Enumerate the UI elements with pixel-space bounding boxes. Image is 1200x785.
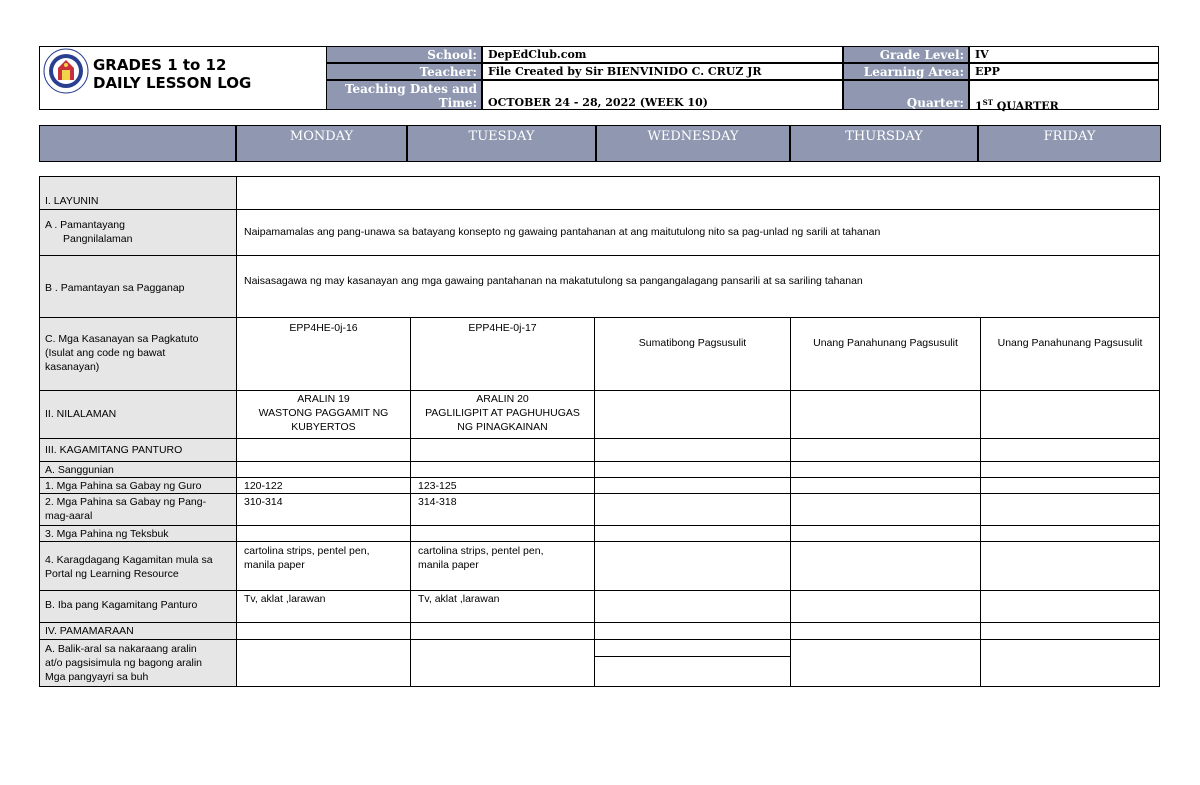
day-header-monday: MONDAY bbox=[236, 125, 407, 162]
karagdagang-friday bbox=[980, 541, 1160, 591]
sanggunian-wednesday bbox=[594, 461, 791, 478]
balik-line3: Mga pangyayri sa buh bbox=[45, 671, 149, 683]
aralin-tue-line3: NG PINAGKAINAN bbox=[457, 421, 548, 433]
iba-pang-wednesday bbox=[594, 590, 791, 623]
teksbuk-thursday bbox=[790, 525, 981, 542]
row-gabay-guro-label: 1. Mga Pahina sa Gabay ng Guro bbox=[39, 477, 237, 494]
gabay-guro-tuesday: 123-125 bbox=[410, 477, 595, 494]
deped-seal-icon bbox=[43, 48, 89, 94]
school-label: School: bbox=[326, 46, 482, 63]
gabay-mag-friday bbox=[980, 493, 1160, 526]
row-iba-pang-label: B. Iba pang Kagamitang Panturo bbox=[39, 590, 237, 623]
gabay-mag-tuesday: 314-318 bbox=[410, 493, 595, 526]
balik-line1: A. Balik-aral sa nakaraang aralin bbox=[45, 643, 197, 655]
quarter-num: 1 bbox=[975, 99, 983, 113]
row-pamantayang-label bbox=[39, 209, 237, 256]
row-pamantayang-content: Naipamamalas ang pang-unawa sa batayang konsepto ng gawaing pantahanan at ang maitutulong nito sa pag-unlad ng sarili at tahanan bbox=[236, 209, 1160, 256]
kagamitang-tuesday bbox=[410, 438, 595, 462]
sanggunian-monday bbox=[236, 461, 411, 478]
row-layunin-content bbox=[236, 176, 1160, 210]
row-balik-aral-label bbox=[39, 639, 237, 687]
pamamaraan-friday bbox=[980, 622, 1160, 640]
day-header-friday: FRIDAY bbox=[978, 125, 1161, 162]
kagamitang-thursday bbox=[790, 438, 981, 462]
gabay-mag-monday: 310-314 bbox=[236, 493, 411, 526]
quarter-value bbox=[969, 80, 1159, 113]
kagamitang-monday bbox=[236, 438, 411, 462]
sanggunian-tuesday bbox=[410, 461, 595, 478]
dates-label-line1: Teaching Dates and bbox=[344, 82, 477, 96]
aralin-mon-line1: ARALIN 19 bbox=[297, 393, 350, 405]
quarter-label: Quarter: bbox=[843, 80, 969, 110]
row-pagganap-content: Naisasagawa ng may kasanayan ang mga gawaing pantahanan na makatutulong sa pangangalagang pansarili at sa sariling tahanan bbox=[236, 255, 1160, 318]
kasanayan-monday: EPP4HE-0j-16 bbox=[236, 317, 411, 391]
aralin-mon-line2: WASTONG PAGGAMIT NG bbox=[258, 407, 389, 419]
iba-pang-monday: Tv, aklat ,larawan bbox=[236, 590, 411, 623]
pamamaraan-tuesday bbox=[410, 622, 595, 640]
pamamaraan-monday bbox=[236, 622, 411, 640]
teksbuk-friday bbox=[980, 525, 1160, 542]
teacher-value: File Created by Sir BIENVINIDO C. CRUZ JR bbox=[482, 63, 843, 80]
day-header-tuesday: TUESDAY bbox=[407, 125, 596, 162]
title-line-2: DAILY LESSON LOG bbox=[93, 74, 252, 92]
dates-value: OCTOBER 24 - 28, 2022 (WEEK 10) bbox=[482, 80, 843, 110]
kasanayan-line1: C. Mga Kasanayan sa Pagkatuto bbox=[45, 333, 199, 345]
pamantayang-line2: Pangnilalaman bbox=[63, 233, 133, 245]
pamamaraan-wednesday bbox=[594, 622, 791, 640]
area-value: EPP bbox=[969, 63, 1159, 80]
title-line-1: GRADES 1 to 12 bbox=[93, 56, 227, 74]
row-kagamitang-label: III. KAGAMITANG PANTURO bbox=[39, 438, 237, 462]
grade-label: Grade Level: bbox=[843, 46, 969, 63]
karagdagang-tue-line2: manila paper bbox=[418, 559, 479, 571]
aralin-tue-line2: PAGLILIGPIT AT PAGHUHUGAS bbox=[425, 407, 580, 419]
balik-aral-tuesday bbox=[410, 639, 595, 687]
gabay-mag-line1: 2. Mga Pahina sa Gabay ng Pang- bbox=[45, 496, 207, 508]
pamamaraan-thursday bbox=[790, 622, 981, 640]
karagdagang-monday bbox=[236, 541, 411, 591]
karagdagang-line2: Portal ng Learning Resource bbox=[45, 568, 179, 580]
grade-value: IV bbox=[969, 46, 1159, 63]
iba-pang-tuesday: Tv, aklat ,larawan bbox=[410, 590, 595, 623]
teacher-label: Teacher: bbox=[326, 63, 482, 80]
day-header-thursday: THURSDAY bbox=[790, 125, 978, 162]
teksbuk-wednesday bbox=[594, 525, 791, 542]
row-kasanayan-label bbox=[39, 317, 237, 391]
nilalaman-tuesday bbox=[410, 390, 595, 439]
kasanayan-thursday: Unang Panahunang Pagsusulit bbox=[790, 317, 981, 391]
day-header-blank bbox=[39, 125, 236, 162]
day-header-wednesday: WEDNESDAY bbox=[596, 125, 790, 162]
sanggunian-thursday bbox=[790, 461, 981, 478]
balik-line2: at/o pagsisimula ng bagong aralin bbox=[45, 657, 203, 669]
dates-label-line2: Time: bbox=[438, 96, 477, 110]
iba-pang-friday bbox=[980, 590, 1160, 623]
balik-aral-wednesday-b bbox=[594, 656, 791, 687]
gabay-guro-thursday bbox=[790, 477, 981, 494]
kasanayan-wednesday: Sumatibong Pagsusulit bbox=[594, 317, 791, 391]
row-karagdagang-label bbox=[39, 541, 237, 591]
row-teksbuk-label: 3. Mga Pahina ng Teksbuk bbox=[39, 525, 237, 542]
kasanayan-tuesday: EPP4HE-0j-17 bbox=[410, 317, 595, 391]
karagdagang-thursday bbox=[790, 541, 981, 591]
balik-aral-thursday bbox=[790, 639, 981, 687]
nilalaman-monday bbox=[236, 390, 411, 439]
gabay-mag-line2: mag-aaral bbox=[45, 510, 93, 522]
kasanayan-line2: (Isulat ang code ng bawat bbox=[45, 347, 166, 359]
kasanayan-line3: kasanayan) bbox=[45, 361, 100, 373]
kagamitang-friday bbox=[980, 438, 1160, 462]
balik-aral-friday bbox=[980, 639, 1160, 687]
karagdagang-line1: 4. Karagdagang Kagamitan mula sa bbox=[45, 554, 213, 566]
kagamitang-wednesday bbox=[594, 438, 791, 462]
teksbuk-monday bbox=[236, 525, 411, 542]
row-nilalaman-label: II. NILALAMAN bbox=[39, 390, 237, 439]
aralin-mon-line3: KUBYERTOS bbox=[291, 421, 356, 433]
area-label: Learning Area: bbox=[843, 63, 969, 80]
pamantayang-line1: A . Pamantayang bbox=[45, 219, 125, 231]
row-layunin-label: I. LAYUNIN bbox=[39, 176, 237, 210]
row-pagganap-label: B . Pamantayan sa Pagganap bbox=[39, 255, 237, 318]
kasanayan-friday: Unang Panahunang Pagsusulit bbox=[980, 317, 1160, 391]
iba-pang-thursday bbox=[790, 590, 981, 623]
gabay-guro-wednesday bbox=[594, 477, 791, 494]
gabay-mag-wednesday bbox=[594, 493, 791, 526]
page-title bbox=[93, 56, 251, 92]
nilalaman-friday bbox=[980, 390, 1160, 439]
sanggunian-friday bbox=[980, 461, 1160, 478]
quarter-sup: ST bbox=[982, 98, 993, 107]
karagdagang-mon-line2: manila paper bbox=[244, 559, 305, 571]
gabay-guro-monday: 120-122 bbox=[236, 477, 411, 494]
karagdagang-wednesday bbox=[594, 541, 791, 591]
row-sanggunian-label: A. Sanggunian bbox=[39, 461, 237, 478]
karagdagang-tue-line1: cartolina strips, pentel pen, bbox=[418, 545, 544, 557]
school-value: DepEdClub.com bbox=[482, 46, 843, 63]
gabay-guro-friday bbox=[980, 477, 1160, 494]
dates-label bbox=[326, 80, 482, 110]
quarter-text: QUARTER bbox=[992, 99, 1059, 113]
gabay-mag-thursday bbox=[790, 493, 981, 526]
row-gabay-mag-label bbox=[39, 493, 237, 526]
karagdagang-tuesday bbox=[410, 541, 595, 591]
karagdagang-mon-line1: cartolina strips, pentel pen, bbox=[244, 545, 370, 557]
balik-aral-monday bbox=[236, 639, 411, 687]
nilalaman-thursday bbox=[790, 390, 981, 439]
teksbuk-tuesday bbox=[410, 525, 595, 542]
balik-aral-wednesday-a bbox=[594, 639, 791, 657]
aralin-tue-line1: ARALIN 20 bbox=[476, 393, 529, 405]
row-pamamaraan-label: IV. PAMAMARAAN bbox=[39, 622, 237, 640]
nilalaman-wednesday bbox=[594, 390, 791, 439]
